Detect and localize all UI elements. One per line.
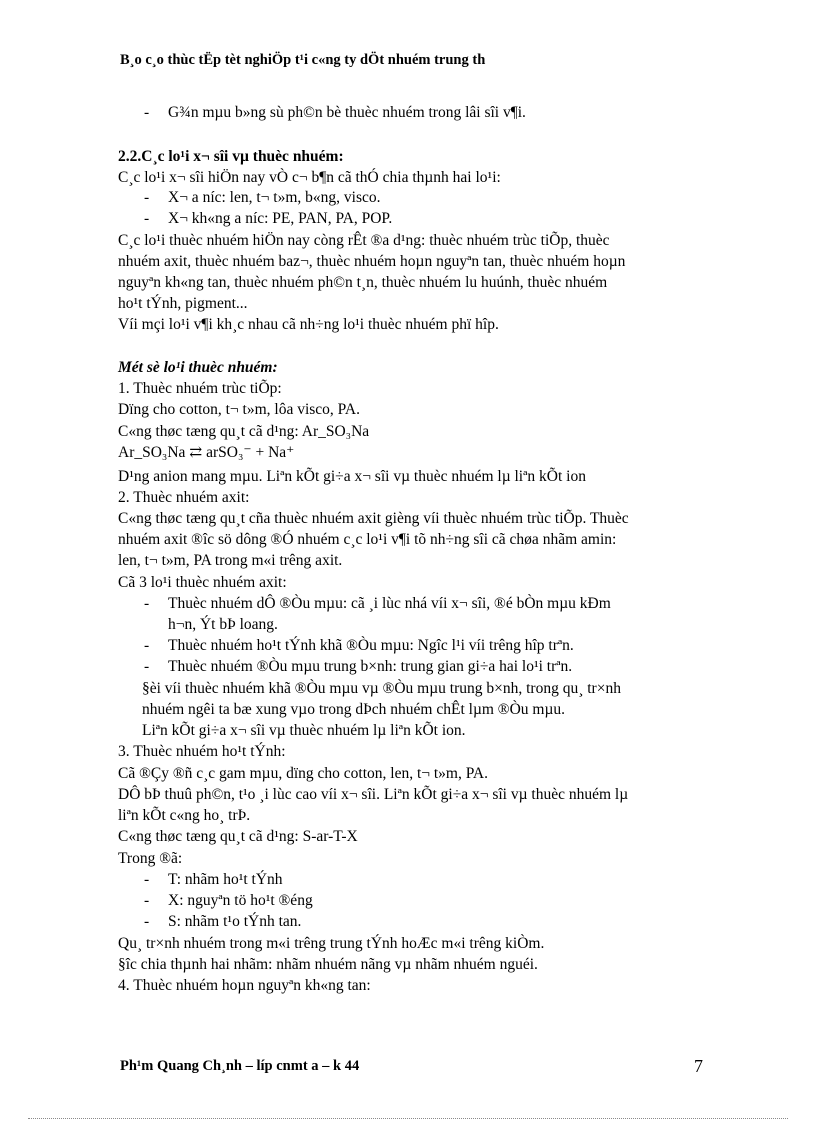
- dash-marker: -: [144, 210, 150, 227]
- page-header: B¸o c¸o thùc tËp tèt nghiÖp t¹i c«ng ty dÖt nhuém trung th: [120, 52, 486, 68]
- numbered-item: 3. Thuèc nhuém ho¹t tÝnh:: [118, 743, 286, 760]
- bottom-dotted-divider: [28, 1118, 788, 1119]
- dash-marker: -: [144, 658, 150, 675]
- indented-line: Liªn kÕt gi÷a x¬ sîi vµ thuèc nhuém lµ liªn kÕt ion.: [142, 722, 466, 739]
- line-text: Thuèc nhuém dÔ ®Òu mµu: cã ¸i lùc nhá víi x¬ sîi, ®é bÒn mµu kÐm: [168, 595, 611, 612]
- paragraph-line: ho¹t tÝnh, pigment...: [118, 295, 248, 312]
- paragraph-line: Víi mçi lo¹i v¶i kh¸c nhau cã nh÷ng lo¹i thuèc nhuém phï hîp.: [118, 316, 499, 333]
- paragraph-line: nguyªn kh«ng tan, thuèc nhuém ph©n t¸n, thuèc nhuém lu huúnh, thuèc nhuém: [118, 274, 608, 291]
- bullet-line: [144, 594, 611, 614]
- subsection-heading: Mét sè lo¹i thuèc nhuém:: [118, 359, 278, 376]
- paragraph-line: len, t¬ t»m, PA trong m«i trêng axit.: [118, 552, 343, 569]
- bullet-line: [144, 209, 392, 229]
- paragraph-line: C«ng thøc tæng qu¸t cã d¹ng: Ar_SO₃Na: [118, 423, 370, 440]
- paragraph-line: C¸c lo¹i thuèc nhuém hiÖn nay còng rÊt ®a d¹ng: thuèc nhuém trùc tiÕp, thuèc: [118, 232, 610, 249]
- dash-marker: -: [144, 595, 150, 612]
- paragraph-line: D¹ng anion mang mµu. Liªn kÕt gi÷a x¬ sîi vµ thuèc nhuém lµ liªn kÕt ion: [118, 468, 586, 485]
- paragraph-line: DÔ bÞ thuû ph©n, t¹o ¸i lùc cao víi x¬ sîi. Liªn kÕt gi÷a x¬ sîi vµ thuèc nhuém lµ: [118, 786, 629, 803]
- bullet-line: [144, 912, 301, 932]
- line-text: T: nhãm ho¹t tÝnh: [168, 871, 283, 888]
- bullet-line: [144, 891, 313, 911]
- bullet-line: [144, 870, 283, 890]
- bullet-line: [144, 636, 574, 656]
- paragraph-line: §îc chia thµnh hai nhãm: nhãm nhuém nãng vµ nhãm nhuém nguéi.: [118, 956, 538, 973]
- paragraph-line: Cã ®Çy ®ñ c¸c gam mµu, dïng cho cotton, len, t¬ t»m, PA.: [118, 765, 488, 782]
- section-heading: 2.2.C¸c lo¹i x¬ sîi vµ thuèc nhuém:: [118, 148, 344, 165]
- paragraph-line: Qu¸ tr×nh nhuém trong m«i trêng trung tÝnh hoÆc m«i trêng kiÒm.: [118, 935, 545, 952]
- paragraph-line: nhuém axit, thuèc nhuém baz¬, thuèc nhuém hoµn nguyªn tan, thuèc nhuém hoµn: [118, 253, 626, 270]
- numbered-item: 4. Thuèc nhuém hoµn nguyªn kh«ng tan:: [118, 977, 371, 994]
- numbered-item: 2. Thuèc nhuém axit:: [118, 489, 250, 506]
- page-number: 7: [694, 1056, 703, 1076]
- formula-line: Ar_SO₃Na ⇄ arSO₃⁻ + Na⁺: [118, 444, 295, 461]
- line-text: X: nguyªn tö ho¹t ®éng: [168, 892, 313, 909]
- paragraph-line: C¸c lo¹i x¬ sîi hiÖn nay vÒ c¬ b¶n cã thÓ chia thµnh hai lo¹i:: [118, 169, 501, 186]
- paragraph-line: Cã 3 lo¹i thuèc nhuém axit:: [118, 574, 287, 591]
- dash-marker: -: [144, 189, 150, 206]
- line-text: Thuèc nhuém ho¹t tÝnh khã ®Òu mµu: Ngîc l¹i víi trêng hîp trªn.: [168, 637, 574, 654]
- footer-author: Ph¹m Quang Ch¸nh – líp cnmt a – k 44: [120, 1058, 360, 1074]
- bullet-line: [144, 188, 381, 208]
- line-text: Thuèc nhuém ®Òu mµu trung b×nh: trung gian gi÷a hai lo¹i trªn.: [168, 658, 573, 675]
- numbered-item: 1. Thuèc nhuém trùc tiÕp:: [118, 380, 282, 397]
- paragraph-line: Trong ®ã:: [118, 850, 183, 867]
- paragraph-line: nhuém axit ®îc sö dông ®Ó nhuém c¸c lo¹i v¶i tõ nh÷ng sîi cã chøa nhãm amin:: [118, 531, 617, 548]
- indented-line: §èi víi thuèc nhuém khã ®Òu mµu vµ ®Òu mµu trung b×nh, trong qu¸ tr×nh: [142, 680, 621, 697]
- line-text: G¾n mµu b»ng sù ph©n bè thuèc nhuém trong lâi sîi v¶i.: [168, 104, 526, 121]
- dash-marker: -: [144, 892, 150, 909]
- line-text: S: nhãm t¹o tÝnh tan.: [168, 913, 302, 930]
- bullet-line: [144, 657, 572, 677]
- dash-marker: -: [144, 871, 150, 888]
- line-text: X¬ a níc: len, t¬ t»m, b«ng, visco.: [168, 189, 381, 206]
- bullet-line: [144, 103, 526, 123]
- indented-line: nhuém ngêi ta bæ xung vµo trong dÞch nhuém chÊt lµm ®Òu mµu.: [142, 701, 566, 718]
- continuation-line: h¬n, Ýt bÞ loang.: [168, 616, 278, 633]
- paragraph-line: liªn kÕt c«ng ho¸ trÞ.: [118, 807, 251, 824]
- paragraph-line: C«ng thøc tæng qu¸t cã d¹ng: S-ar-T-X: [118, 828, 358, 845]
- dash-marker: -: [144, 104, 150, 121]
- paragraph-line: Dïng cho cotton, t¬ t»m, lôa visco, PA.: [118, 401, 360, 418]
- dash-marker: -: [144, 637, 150, 654]
- line-text: X¬ kh«ng a níc: PE, PAN, PA, POP.: [168, 210, 393, 227]
- paragraph-line: C«ng thøc tæng qu¸t cña thuèc nhuém axit gièng víi thuèc nhuém trùc tiÕp. Thuèc: [118, 510, 629, 527]
- dash-marker: -: [144, 913, 150, 930]
